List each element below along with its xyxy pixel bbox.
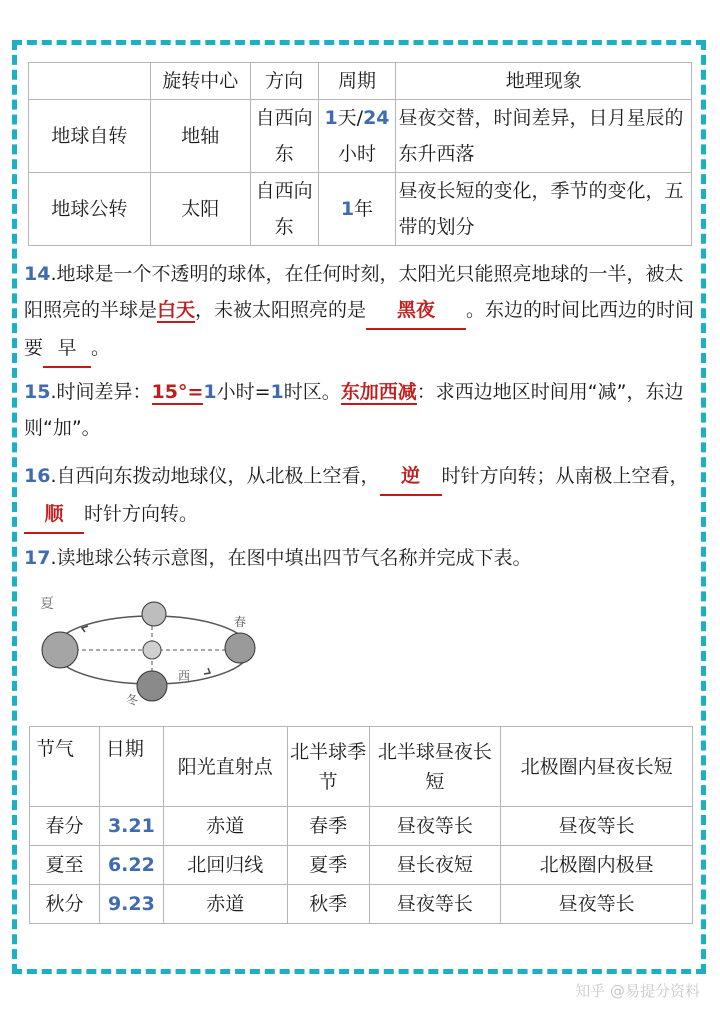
day-night-length: 昼夜等长 (369, 807, 501, 846)
question-number: 14 (24, 263, 51, 285)
period-number: 1 (324, 107, 338, 129)
solar-term: 秋分 (30, 885, 100, 924)
solar-term: 春分 (30, 807, 100, 846)
season: 春季 (287, 807, 369, 846)
direct-sun-point: 北回归线 (163, 846, 287, 885)
question-text: 时针方向转；从南极上空看， (441, 465, 689, 487)
table-row (30, 846, 693, 885)
header-cell: 旋转中心 (150, 63, 250, 100)
season: 秋季 (287, 885, 369, 924)
answer-night: 黑夜 (397, 299, 436, 321)
day-night-length: 昼长夜短 (369, 846, 501, 885)
answer-degrees: 15°= (151, 381, 204, 403)
number: 1 (270, 381, 284, 403)
solar-terms-table (29, 726, 693, 924)
period (318, 100, 396, 173)
period-text: 小时 (337, 143, 376, 165)
question-text: 小时= (216, 381, 271, 403)
question-number: 16 (24, 465, 51, 487)
question-16 (24, 458, 700, 534)
row-name: 地球自转 (29, 100, 151, 173)
diagram-label: 冬 (126, 693, 139, 706)
season: 夏季 (287, 846, 369, 885)
diagram-label: 春 (234, 615, 247, 629)
question-text: 时针方向转。 (84, 503, 199, 525)
earth-icon (142, 602, 166, 626)
diagram-label: 夏 (40, 596, 54, 612)
answer-blank (366, 292, 466, 330)
header-cell: 地理现象 (396, 63, 692, 100)
answer-clockwise: 顺 (44, 503, 64, 525)
question-number: 15 (24, 381, 51, 403)
header-cell: 北半球昼夜长短 (369, 727, 501, 807)
table-row (29, 100, 692, 173)
header-cell: 北半球季节 (287, 727, 369, 807)
header-cell (29, 63, 151, 100)
question-text: 。 (91, 337, 111, 359)
header-cell: 北极圈内昼夜长短 (501, 727, 693, 807)
date: 6.22 (99, 846, 163, 885)
solar-term: 夏至 (30, 846, 100, 885)
day-night-length: 昼夜等长 (369, 885, 501, 924)
earth-revolution-diagram (28, 592, 262, 706)
header-cell: 日期 (99, 727, 163, 807)
header-cell: 方向 (250, 63, 318, 100)
question-text: .时间差异： (50, 381, 152, 403)
direct-sun-point: 赤道 (163, 807, 287, 846)
answer-blank (380, 458, 442, 496)
question-number: 17 (24, 547, 51, 569)
header-cell: 周期 (318, 63, 396, 100)
question-text: ：求西边地区时间用“减”，东边则“加”。 (24, 381, 684, 439)
period-text: 天/ (337, 107, 364, 129)
answer-counter: 逆 (400, 465, 420, 487)
earth-icon (137, 671, 167, 701)
question-15 (24, 374, 700, 446)
question-text: .读地球公转示意图，在图中填出四节气名称并完成下表。 (50, 547, 532, 569)
direction: 自西向东 (250, 173, 318, 246)
diagram-label: 西 (178, 669, 191, 683)
phenomenon: 昼夜交替，时间差异，日月星辰的东升西落 (396, 100, 692, 173)
rotation-center: 太阳 (150, 173, 250, 246)
question-17 (24, 540, 700, 576)
earth-icon (42, 632, 78, 668)
sun-icon (143, 641, 161, 659)
question-text: .自西向东拨动地球仪，从北极上空看， (50, 465, 380, 487)
rotation-center: 地轴 (150, 100, 250, 173)
answer-blank (24, 496, 84, 534)
answer-blank (43, 330, 91, 368)
question-text: .地球是一个不透明的球体，在任何时刻，太阳光只能照亮地球的一半，被太阳照亮的半球是 (24, 263, 684, 321)
table-header-row (30, 727, 693, 807)
arctic-day-night: 北极圈内极昼 (501, 846, 693, 885)
question-text: ，未被太阳照亮的是 (195, 299, 367, 321)
period-number: 1 (340, 198, 355, 220)
header-cell: 阳光直射点 (163, 727, 287, 807)
rotation-table (28, 62, 692, 246)
question-text: 时区。 (283, 381, 341, 403)
direction: 自西向东 (250, 100, 318, 173)
table-row (29, 173, 692, 246)
number: 1 (203, 381, 217, 403)
header-cell: 节气 (30, 727, 100, 807)
answer-early: 早 (57, 337, 77, 359)
period-text: 年 (354, 198, 374, 220)
question-text: 。东边的时间比西边的时间要 (24, 299, 695, 359)
watermark: 知乎 @易提分资料 (575, 982, 700, 1000)
answer-rule: 东加西减 (340, 381, 417, 403)
date: 3.21 (99, 807, 163, 846)
answer-day: 白天 (157, 299, 196, 321)
row-name: 地球公转 (29, 173, 151, 246)
date: 9.23 (99, 885, 163, 924)
table-row (30, 807, 693, 846)
arctic-day-night: 昼夜等长 (501, 885, 693, 924)
earth-icon (225, 633, 255, 663)
table-row (30, 885, 693, 924)
question-14 (24, 256, 700, 368)
phenomenon: 昼夜长短的变化，季节的变化，五带的划分 (396, 173, 692, 246)
direct-sun-point: 赤道 (163, 885, 287, 924)
period (318, 173, 396, 246)
table-header-row (29, 63, 692, 100)
arctic-day-night: 昼夜等长 (501, 807, 693, 846)
period-number: 24 (363, 107, 390, 129)
